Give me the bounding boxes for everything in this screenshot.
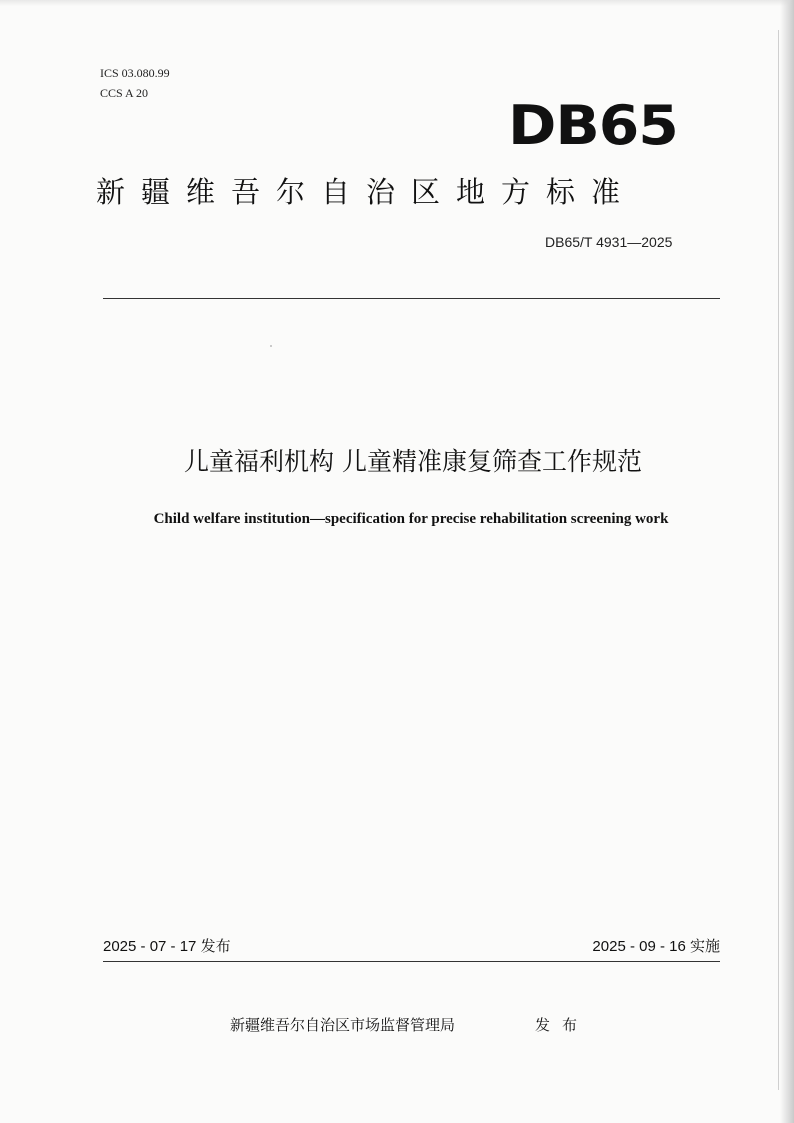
implementation-date: 2025 - 09 - 16 实施 [592, 938, 720, 955]
top-divider [103, 298, 720, 299]
issuing-authority: 新疆维吾尔自治区市场监督管理局 [230, 1016, 456, 1034]
ics-code: ICS 03.080.99 [100, 66, 170, 80]
chinese-title-text: 儿童福利机构 儿童精准康复筛查工作规范 [184, 447, 642, 476]
scan-speck [270, 345, 272, 347]
scan-edge-right [780, 0, 794, 1123]
chinese-title [0, 442, 794, 482]
bottom-divider [103, 961, 720, 962]
english-title [0, 507, 794, 531]
db65-logo: DB65 [508, 94, 678, 157]
english-title-text: Child welfare institution—specification for precise rehabilitation screening work [153, 511, 669, 527]
issue-label: 发布 [535, 1016, 590, 1034]
scan-edge-top [0, 0, 794, 6]
scan-edge-line [778, 30, 779, 1090]
ccs-code: CCS A 20 [100, 86, 149, 100]
standard-type-heading: 新疆维吾尔自治区地方标准 [96, 175, 637, 209]
publish-date: 2025 - 07 - 17 发布 [103, 938, 231, 955]
standard-code: DB65/T 4931—2025 [545, 234, 673, 250]
classification-codes [100, 63, 170, 103]
